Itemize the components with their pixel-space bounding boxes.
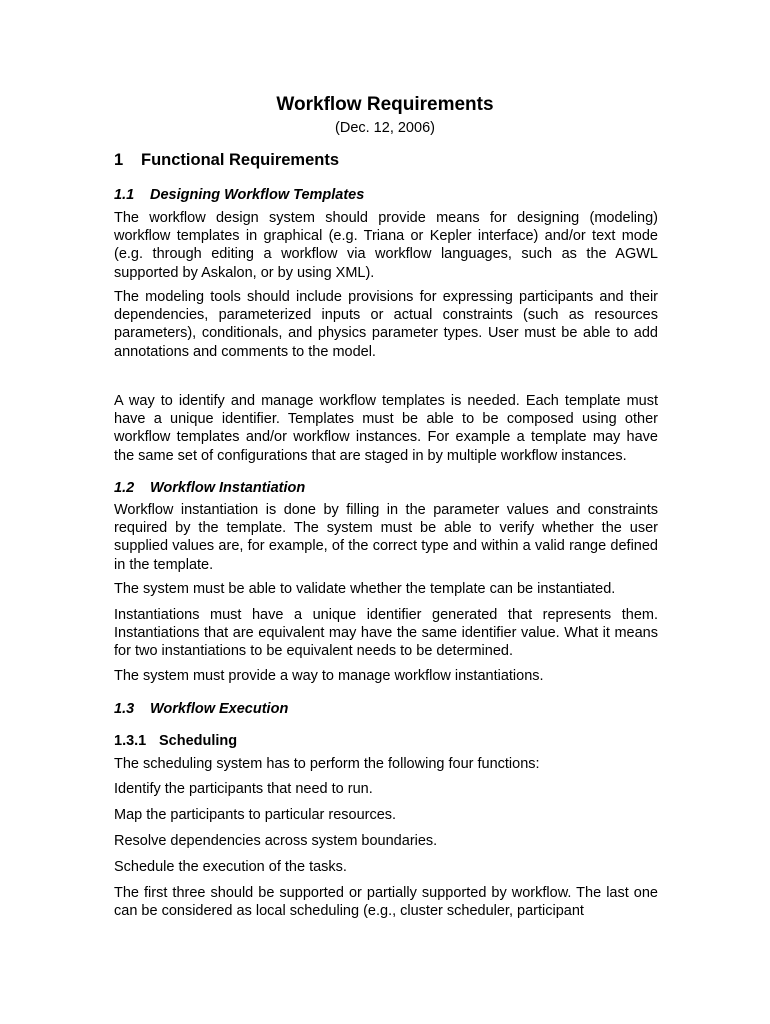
document-date: (Dec. 12, 2006) (335, 120, 435, 136)
paragraph-design-system: The workflow design system should provide means for designing (modeling) workflow templates in graphical (e.g. Triana or Kepler interface) and/or text mode (e.g. through editing a workflow via workflow languages, such as the AGWL supported by Askalon, or by using XML). (114, 210, 658, 281)
paragraph-scheduling-closing: The first three should be supported or partially supported by workflow. The last one can be considered as local scheduling (e.g., cluster scheduler, participant (114, 885, 658, 920)
paragraph-modeling-tools: The modeling tools should include provisions for expressing participants and their dependencies, parameterized inputs or actual constraints (such as resources parameters), conditionals, and physics parameter types. User must be able to add annotations and comments to the model. (114, 289, 658, 360)
section-1-1-title: Designing Workflow Templates (150, 187, 365, 203)
section-1-3-title: Workflow Execution (150, 701, 289, 717)
paragraph-manage-instantiations: The system must provide a way to manage workflow instantiations. (114, 668, 544, 684)
scheduling-function-item: Map the participants to particular resources. (114, 807, 397, 823)
section-1-1-heading (114, 187, 364, 203)
section-1-3-1-title: Scheduling (159, 733, 238, 749)
paragraph-instantiation: Workflow instantiation is done by filling in the parameter values and constraints required by the template. The system must be able to verify whether the user supplied values are, for example, of the correct type and within a valid range defined in the template. (114, 502, 658, 573)
section-1-number: 1 (114, 151, 124, 169)
scheduling-function-item: Identify the participants that need to run. (114, 781, 373, 797)
section-1-heading (114, 151, 339, 170)
section-1-2-heading (114, 480, 305, 496)
section-1-3-heading (114, 701, 288, 717)
paragraph-template-identification: A way to identify and manage workflow templates is needed. Each template must have a unique identifier. Templates must be able to be composed using other workflow templates and/or workflow instances. For example a template may have the same set of configurations that are staged in by multiple workflow instances. (114, 393, 658, 464)
section-1-3-1-heading (114, 733, 237, 749)
paragraph-unique-identifier: Instantiations must have a unique identifier generated that represents them. Instantiations that are equivalent may have the same identifier value. What it means for two instantiations to be equivalent needs to be determined. (114, 607, 658, 660)
section-1-2-title: Workflow Instantiation (150, 480, 306, 496)
scheduling-function-item: Schedule the execution of the tasks. (114, 859, 347, 875)
document-title: Workflow Requirements (276, 94, 494, 115)
section-1-2-number: 1.2 (114, 480, 135, 496)
section-1-title: Functional Requirements (141, 151, 340, 169)
section-1-3-1-number: 1.3.1 (114, 733, 147, 749)
section-1-1-number: 1.1 (114, 187, 135, 203)
scheduling-intro: The scheduling system has to perform the following four functions: (114, 756, 540, 772)
section-1-3-number: 1.3 (114, 701, 135, 717)
paragraph-validation: The system must be able to validate whether the template can be instantiated. (114, 581, 616, 597)
scheduling-function-item: Resolve dependencies across system boundaries. (114, 833, 438, 849)
